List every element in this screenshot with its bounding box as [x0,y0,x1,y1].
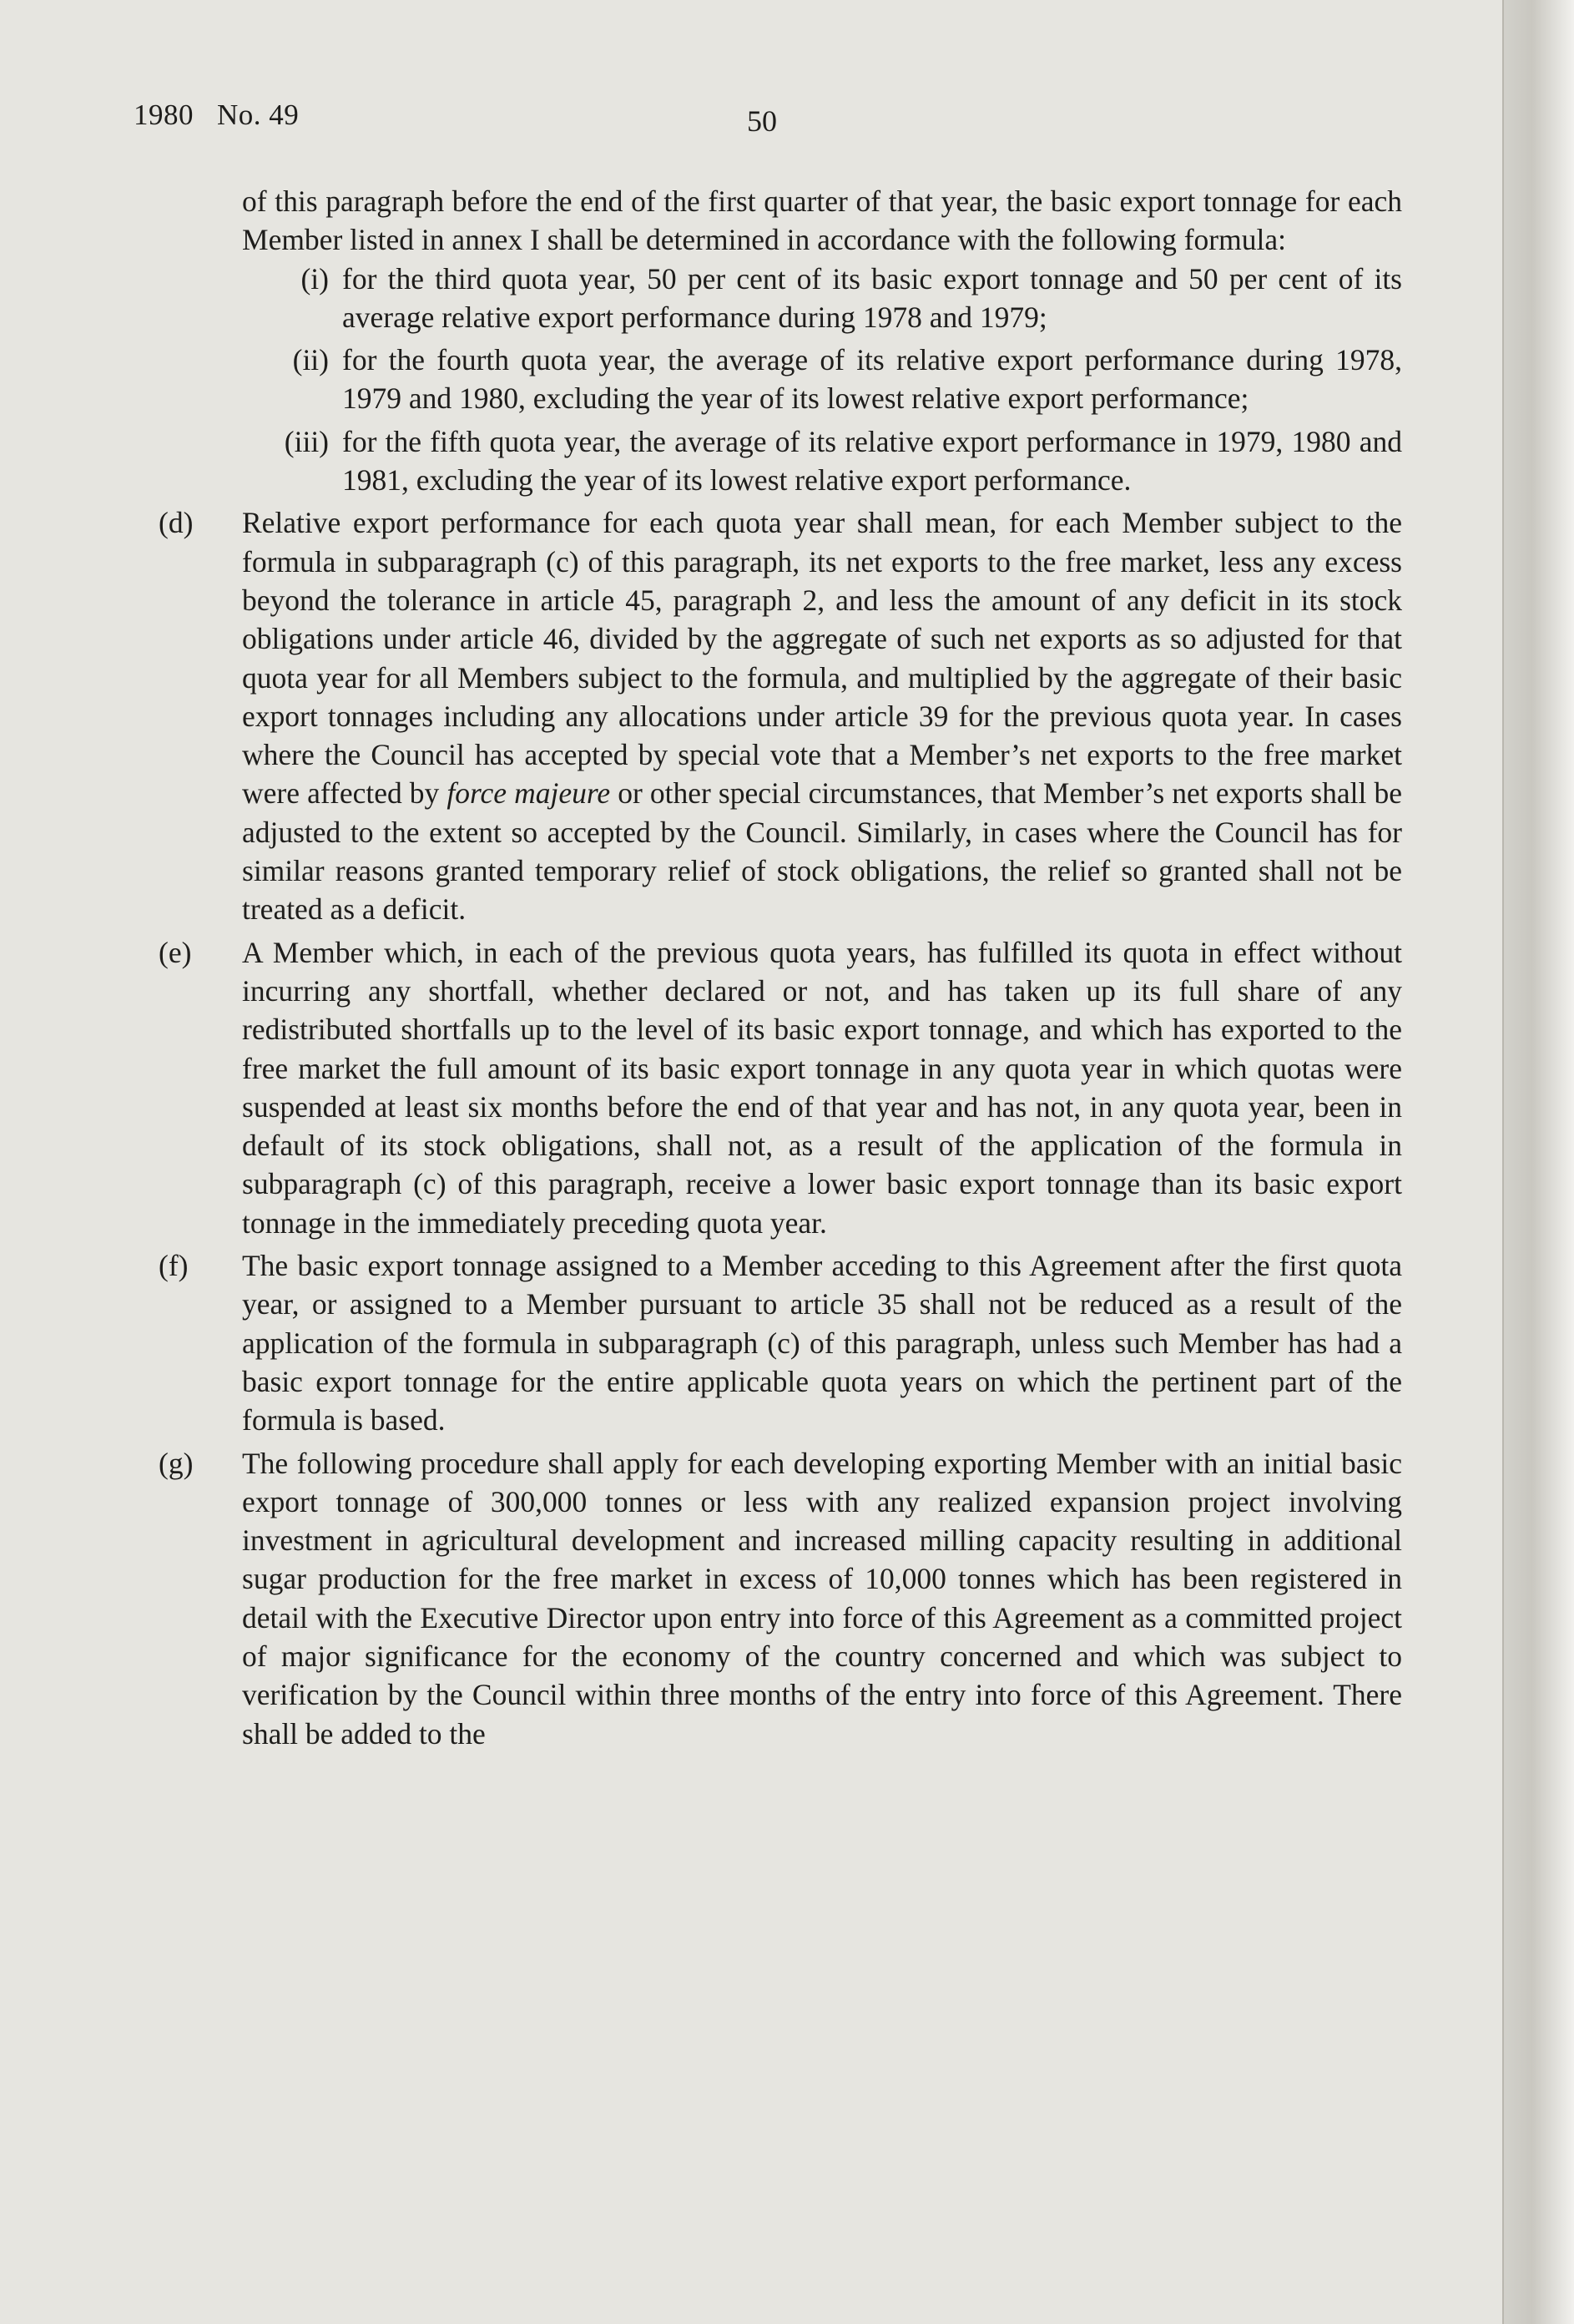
page-number: 50 [747,104,777,138]
paragraph-label: (d) [159,506,194,540]
subitem-iii [267,422,1402,500]
page-binding-edge [1502,0,1574,2324]
paragraph-f [159,1246,1402,1439]
paragraph-text-part: Relative export performance for each quota year shall mean, for each Member subject to the formula in subparagraph (c) of this paragraph, its net exports to the free market, less any excess beyond the tolerance in article 45, paragraph 2, and less the amount of any deficit in its stock obligations under article 46, divided by the aggregate of such net exports as so adjusted for that quota year for all Members subject to the formula, and multiplied by the aggregate of their basic export tonnages including any allocations under article 39 for the previous quota year. In cases where the Council has accepted by special vote that a Member’s net exports to the free market were affected by [242,506,1402,811]
intro-paragraph: of this paragraph before the end of the first quarter of that year, the basic export tonnage for each Member listed in annex I shall be determined in accordance with the following formula: [242,184,1402,257]
subitem-label: (i) [300,261,329,296]
paragraph-text: The following procedure shall apply for each developing exporting Member with an initial basic export tonnage of 300,000 tonnes or less with any realized expansion project involving investment in agricultural development and increased milling capacity resulting in additional sugar production for the free market in excess of 10,000 tonnes which has been registered in detail with the Executive Director upon entry into force of this Agreement as a committed project of major significance for the economy of the country concerned and which was subject to verification by the Council within three months of the entry into force of this Agreement. There shall be added to the [242,1446,1402,1751]
paragraph-label: (g) [159,1446,194,1480]
paragraph-label: (e) [159,935,192,969]
subitem-label: (iii) [284,424,329,458]
subitem-i [267,260,1402,337]
paragraph-text [242,503,1402,928]
subitem-label: (ii) [292,343,329,377]
subitem-text: for the fifth quota year, the average of its relative export performance in 1979, 1980 and 1981, excluding the year of its lowest relative export performance. [342,424,1402,498]
subitem-text: for the third quota year, 50 per cent of its basic export tonnage and 50 per cent of its average relative export performance during 1978 and 1979; [342,261,1402,334]
subitem-text: for the fourth quota year, the average of its relative export performance during 1978, 1979 and 1980, excluding the year of its lowest relative export performance; [342,343,1402,416]
paragraph-d [159,503,1402,928]
emphasis-text: force majeure [446,776,611,811]
paragraph-g [159,1444,1402,1753]
subitem-ii [267,341,1402,418]
header-number: No. 49 [217,99,300,131]
body-text [159,182,1402,1757]
running-header [134,99,299,132]
paragraph-text: The basic export tonnage assigned to a Member acceding to this Agreement after the first quota year, or assigned to a Member pursuant to article 35 shall not be reduced as a result of the application of the formula in subparagraph (c) of this paragraph, unless such Member has had a basic export tonnage for the entire applicable quota years on which the pertinent part of the formula is based. [242,1249,1402,1437]
paragraph-label: (f) [159,1249,189,1283]
paragraph-text-part: or other special circumstances, that Member’s net exports shall be adjusted to the extent so accepted by the Council. Similarly, in cases where the Council has for similar reasons granted temporary relief of stock obligations, the relief so granted shall not be treated as a deficit. [242,776,1402,927]
header-year: 1980 [134,99,194,131]
paragraph-e [159,933,1402,1242]
paragraph-text: A Member which, in each of the previous quota years, has fulfilled its quota in effect without incurring any shortfall, whether declared or not, and has taken up its full share of any redistributed shortfalls up to the level of its basic export tonnage, and which has exported to the free market the full amount of its basic export tonnage in any quota year in which quotas were suspended at least six months before the end of that year and has not, in any quota year, been in default of its stock obligations, shall not, as a result of the application of the formula in subparagraph (c) of this paragraph, receive a lower basic export tonnage than its basic export tonnage in the immediately preceding quota year. [242,935,1402,1240]
